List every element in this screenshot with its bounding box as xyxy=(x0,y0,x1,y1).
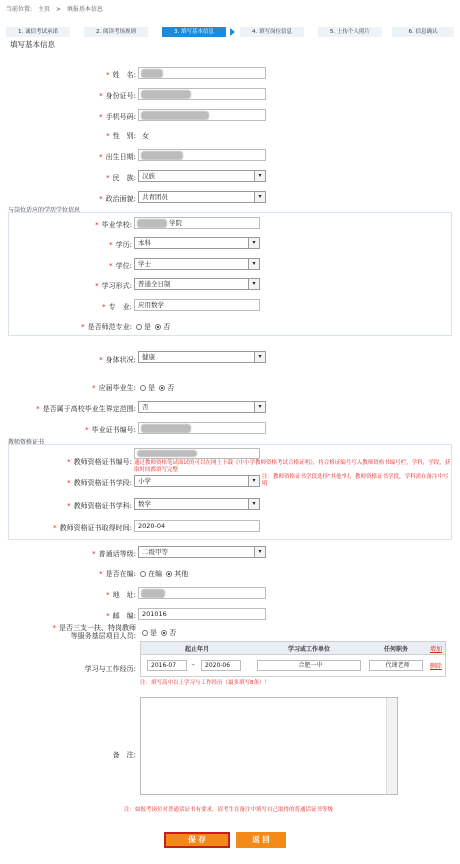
delete-row-link[interactable]: 删除 xyxy=(430,663,443,670)
scope-label: * 是否属于高校毕业生界定范围: xyxy=(36,405,136,413)
mandarin-label: * 普通话等级: xyxy=(92,550,136,558)
date-dash: - xyxy=(192,661,195,669)
breadcrumb xyxy=(6,4,107,13)
bachelor-label: * 学位: xyxy=(109,262,132,270)
support-no-radio[interactable] xyxy=(161,630,167,636)
id-input[interactable] xyxy=(138,88,266,100)
chevron-down-icon: ▾ xyxy=(248,279,259,289)
normal-yes-radio[interactable] xyxy=(136,324,142,330)
name-label: * 姓 名: xyxy=(106,71,136,79)
degree-label: * 学历: xyxy=(109,241,132,249)
name-input[interactable] xyxy=(138,67,266,79)
cert-no-input[interactable] xyxy=(134,448,260,459)
step-progress xyxy=(6,27,454,37)
edu-group-title: 与岗位适应的学历学位信息 xyxy=(8,207,81,214)
staff-other-radio[interactable] xyxy=(166,571,172,577)
chevron-down-icon: ▾ xyxy=(248,476,259,486)
support-yes-radio[interactable] xyxy=(142,630,148,636)
ethnic-label: * 民 族: xyxy=(106,174,136,182)
cert-no-note: 通过教师资格笔试面试的可以在网上下载《中小学教师资格考试合格证明》，将合格证编号写入教师资格书编号栏，学科，学段，获取时间都填写完整 xyxy=(134,460,451,473)
normal-no-radio[interactable] xyxy=(155,324,161,330)
diploma-input[interactable] xyxy=(138,422,266,434)
chevron-down-icon: ▾ xyxy=(254,547,265,557)
cert-date-input[interactable]: 2020-04 xyxy=(134,520,260,532)
staff-in-radio[interactable] xyxy=(140,571,146,577)
unit-input[interactable]: 合肥一中 xyxy=(257,660,361,671)
edu-group xyxy=(8,212,452,336)
remark-scrollbar[interactable] xyxy=(386,698,397,794)
step-3-active: 3. 填写基本信息 xyxy=(162,27,226,37)
birth-input[interactable] xyxy=(138,149,266,161)
section-title: 填写基本信息 xyxy=(10,40,55,49)
end-date-input[interactable]: 2020-06 xyxy=(201,660,241,671)
chevron-down-icon: ▾ xyxy=(248,238,259,248)
mandarin-select[interactable]: 二级甲等 ▾ xyxy=(138,546,266,558)
experience-table xyxy=(140,641,446,677)
degree-select[interactable]: 本科 ▾ xyxy=(134,237,260,249)
save-button[interactable]: 保 存 xyxy=(164,832,230,848)
address-label: * 地 址: xyxy=(106,591,136,599)
support-radios: 是 否 xyxy=(140,628,176,638)
diploma-label: * 毕业证书编号: xyxy=(85,426,136,434)
health-label: * 身体状况: xyxy=(99,356,136,364)
ethnic-select[interactable]: 汉族 ▾ xyxy=(138,170,266,182)
step-4: 4. 填写岗位信息 xyxy=(240,27,304,37)
major-label: * 专 业: xyxy=(102,303,132,311)
col-period: 起止年月 xyxy=(184,646,209,653)
step-5: 5. 上传个人照片 xyxy=(318,27,382,37)
mode-select[interactable]: 普通全日制 ▾ xyxy=(134,278,260,290)
fresh-graduate-label: * 应届毕业生: xyxy=(92,384,136,392)
breadcrumb-prefix: 当前位置: xyxy=(6,6,33,13)
mode-label: * 学习形式: xyxy=(95,282,132,290)
remark-note: 注：如报考岗位对普通话证书有要求，请考生在备注中填写自己取得的普通话证书等级 xyxy=(124,807,334,813)
health-select[interactable]: 健康 ▾ xyxy=(138,351,266,363)
remark-textarea[interactable] xyxy=(140,697,398,795)
step-2: 2. 阅读考场规则 xyxy=(84,27,148,37)
postcode-input[interactable]: 201016 xyxy=(138,608,266,620)
gender-value: 女 xyxy=(142,132,149,140)
bachelor-select[interactable]: 学士 ▾ xyxy=(134,258,260,270)
start-date-input[interactable]: 2016-07 xyxy=(147,660,187,671)
scope-select[interactable]: 否 ▾ xyxy=(138,401,266,413)
chevron-down-icon: ▾ xyxy=(248,499,259,509)
cert-stage-note: 注：教师资格证书学段选择"其他"时，教师资格证书学段，学科需在备注中写明 xyxy=(262,474,449,487)
fresh-yes-radio[interactable] xyxy=(140,385,146,391)
gender-label: * 性 别: xyxy=(106,132,136,140)
col-unit: 学习或工作单位 xyxy=(287,646,330,653)
post-input[interactable]: 代课老师 xyxy=(369,660,423,671)
cert-no-label: * 教师资格证书编号: xyxy=(67,458,132,466)
col-post: 任何职务 xyxy=(383,646,408,653)
cert-subject-select[interactable]: 数学 ▾ xyxy=(134,498,260,510)
cert-date-label: * 教师资格证书取得时间: xyxy=(53,524,132,532)
step-6: 6. 信息确认 xyxy=(392,27,454,37)
staff-label: * 是否在编: xyxy=(99,570,136,578)
chevron-down-icon: ▾ xyxy=(254,192,265,202)
chevron-down-icon: ▾ xyxy=(254,171,265,181)
school-input[interactable]: 学院 xyxy=(134,217,260,229)
experience-note: 注：填写高中以上学习与工作经历（最多填写8条）！ xyxy=(140,680,271,686)
political-select[interactable]: 共青团员 ▾ xyxy=(138,191,266,203)
birth-label: * 出生日期: xyxy=(99,153,136,161)
breadcrumb-separator: > xyxy=(55,6,61,13)
fresh-no-radio[interactable] xyxy=(159,385,165,391)
step-arrow-icon xyxy=(230,28,235,36)
chevron-down-icon: ▾ xyxy=(254,402,265,412)
normal-major-label: * 是否师范专业: xyxy=(81,323,132,331)
breadcrumb-home-link[interactable]: 主页 xyxy=(37,6,50,13)
chevron-down-icon: ▾ xyxy=(248,259,259,269)
major-input[interactable]: 应用数学 xyxy=(134,299,260,311)
school-label: * 毕业学校: xyxy=(95,221,132,229)
cert-subject-label: * 教师资格证书学科: xyxy=(67,502,132,510)
id-label: * 身份证号: xyxy=(99,92,136,100)
cert-stage-select[interactable]: 小学 ▾ xyxy=(134,475,260,487)
support-label: * 是否三支一扶、特岗教师 等服务基层项目人员: xyxy=(52,624,136,640)
step-1: 1. 诚信考试承诺 xyxy=(6,27,70,37)
address-input[interactable] xyxy=(138,587,266,599)
back-button[interactable]: 返 回 xyxy=(236,832,286,848)
add-row-link[interactable]: 增加 xyxy=(430,646,443,653)
cert-group-title: 教师资格证书 xyxy=(8,439,45,446)
breadcrumb-current: 填报基本信息 xyxy=(66,6,103,13)
postcode-label: * 邮 编: xyxy=(106,612,136,620)
remark-label: 备 注: xyxy=(112,751,136,759)
political-label: * 政治面貌: xyxy=(99,195,136,203)
staff-radios: 在编 其他 xyxy=(138,569,188,579)
chevron-down-icon: ▾ xyxy=(254,352,265,362)
fresh-graduate-radios: 是 否 xyxy=(138,383,174,393)
experience-label: 学习与工作经历: xyxy=(84,665,136,673)
cert-stage-label: * 教师资格证书学段: xyxy=(67,479,132,487)
phone-input[interactable] xyxy=(138,109,266,121)
normal-major-radios: 是 否 xyxy=(134,322,170,332)
phone-label: * 手机号码: xyxy=(99,113,136,121)
